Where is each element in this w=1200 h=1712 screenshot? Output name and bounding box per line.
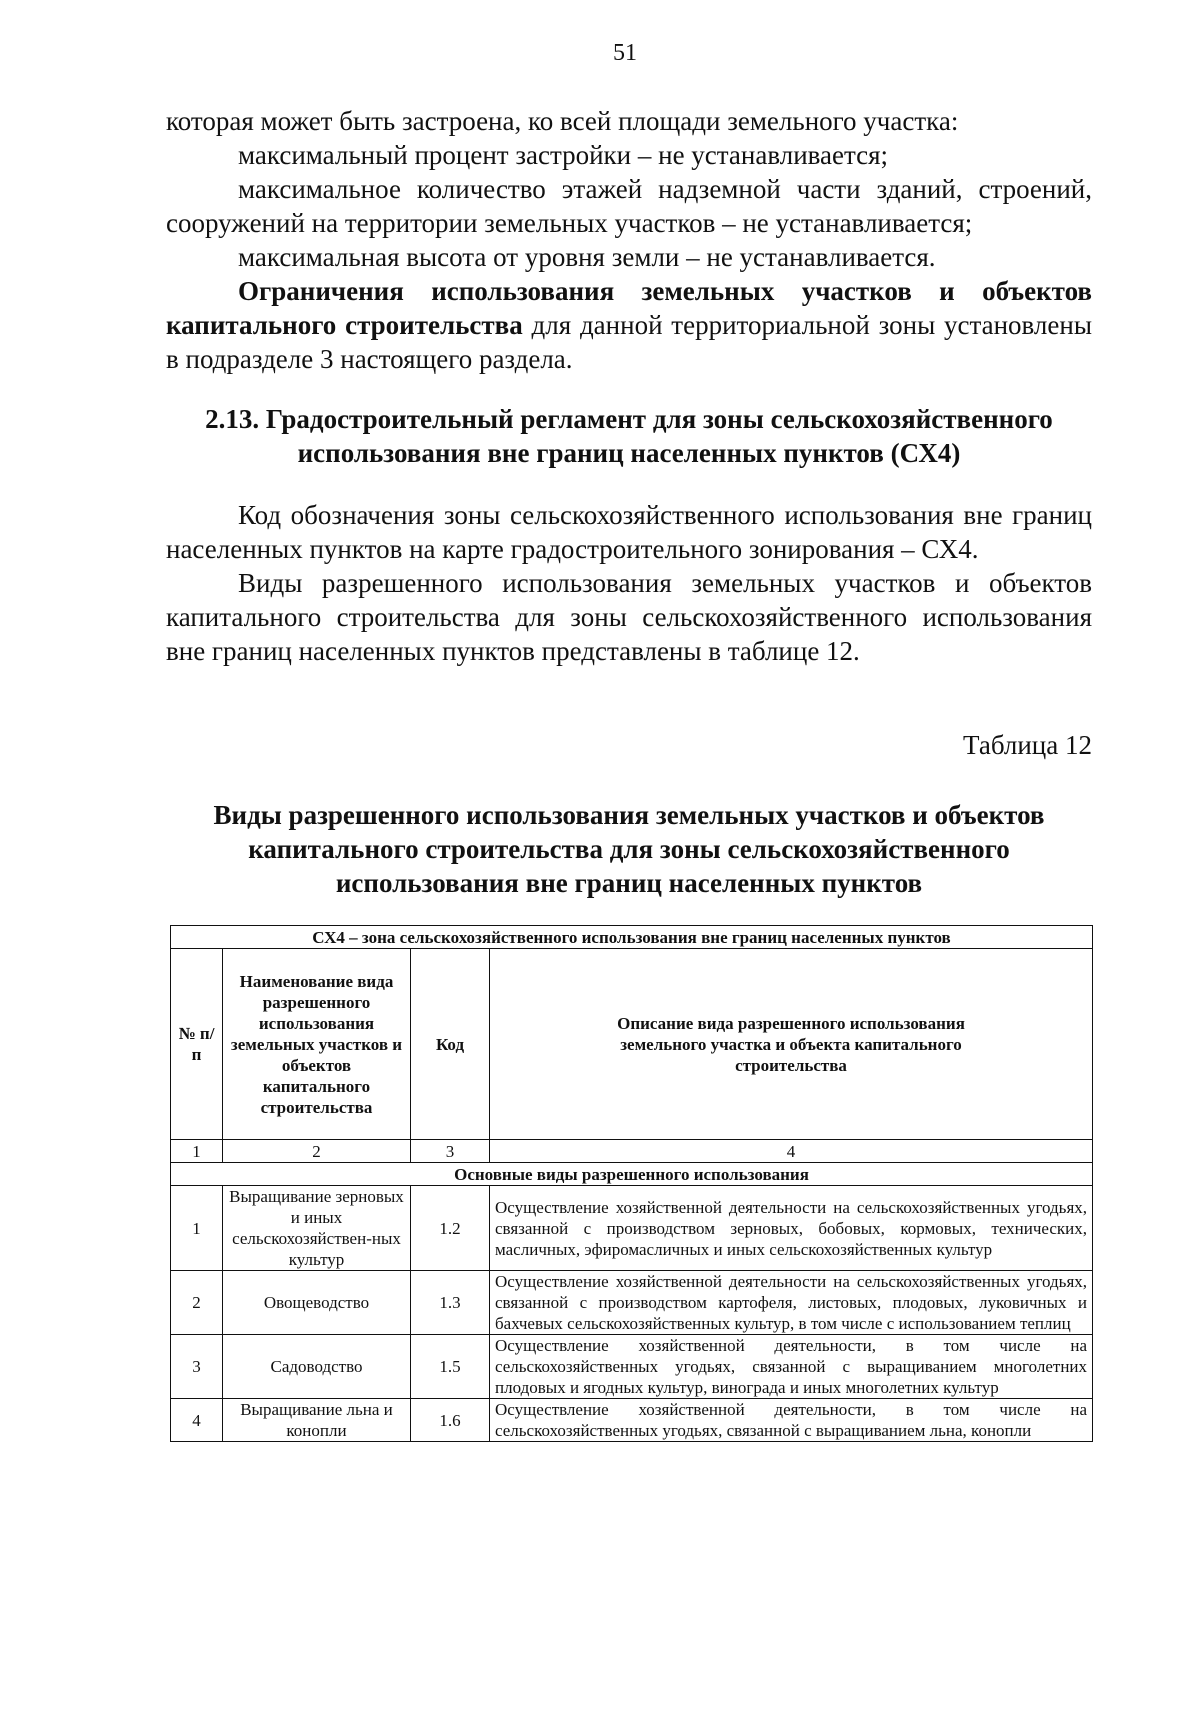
row-name: Овощеводство bbox=[223, 1271, 411, 1335]
table-caption: Таблица 12 bbox=[963, 730, 1092, 760]
table-title: Виды разрешенного использования земельных участков и объектов капитального строительства для зоны сельскохозяйственного использования вне границ населенных пунктов bbox=[213, 800, 1045, 898]
row-num: 1 bbox=[171, 1186, 223, 1271]
row-description: Осуществление хозяйственной деятельности на сельскохозяйственных угодьях, связанной с производством зерновых, бобовых, кормовых, технических, масличных, эфиромасличных и иных сельскохозяйственных культур bbox=[490, 1186, 1093, 1271]
row-num: 3 bbox=[171, 1335, 223, 1399]
row-description: Осуществление хозяйственной деятельности на сельскохозяйственных угодьях, связанной с производством картофеля, листовых, плодовых, луковичных и бахчевых сельскохозяйственных культур, в том числе с использованием теплиц bbox=[490, 1271, 1093, 1335]
group-label: Основные виды разрешенного использования bbox=[171, 1163, 1093, 1186]
intro-continuation: которая может быть застроена, ко всей площади земельного участка: bbox=[166, 106, 959, 136]
section-body bbox=[166, 498, 1092, 668]
column-number: 3 bbox=[411, 1140, 490, 1163]
row-code: 1.3 bbox=[411, 1271, 490, 1335]
zone-header: СХ4 – зона сельскохозяйственного использования вне границ населенных пунктов bbox=[171, 926, 1093, 949]
page-number: 51 bbox=[613, 40, 637, 66]
usage-types-paragraph: Виды разрешенного использования земельных участков и объектов капитального строительства для зоны сельскохозяйственного использования вне границ населенных пунктов представлены в таблице 12. bbox=[166, 568, 1092, 666]
row-code: 1.2 bbox=[411, 1186, 490, 1271]
restrictions-paragraph bbox=[166, 274, 1092, 376]
restrictions-bold: Ограничения использования земельных участков и объектов капитального строительства bbox=[166, 276, 1092, 340]
row-num: 2 bbox=[171, 1271, 223, 1335]
table-row bbox=[171, 1399, 1093, 1442]
row-description: Осуществление хозяйственной деятельности, в том числе на сельскохозяйственных угодьях, связанной с выращиванием многолетних плодовых и ягодных культур, винограда и иных многолетних культур bbox=[490, 1335, 1093, 1399]
header-code: Код bbox=[411, 949, 490, 1140]
header-num: № п/п bbox=[171, 949, 223, 1140]
row-code: 1.6 bbox=[411, 1399, 490, 1442]
table-row bbox=[171, 1271, 1093, 1335]
row-name: Выращивание зерновых и иных сельскохозяйствен-ных культур bbox=[223, 1186, 411, 1271]
intro-text bbox=[166, 104, 1092, 376]
max-floors-line: максимальное количество этажей надземной части зданий, строений, сооружений на территории земельных участков – не устанавливается; bbox=[166, 174, 1092, 238]
restrictions-rest: для данной территориальной зоны установлены в подразделе 3 настоящего раздела. bbox=[166, 310, 1092, 374]
row-num: 4 bbox=[171, 1399, 223, 1442]
table-row bbox=[171, 1335, 1093, 1399]
usage-table bbox=[170, 925, 1093, 1442]
row-description: Осуществление хозяйственной деятельности, в том числе на сельскохозяйственных угодьях, связанной с выращиванием льна, конопли bbox=[490, 1399, 1093, 1442]
header-description: Описание вида разрешенного использования земельного участка и объекта капитального строительства bbox=[490, 949, 1093, 1140]
zone-code-paragraph: Код обозначения зоны сельскохозяйственного использования вне границ населенных пунктов на карте градостроительного зонирования – СХ4. bbox=[166, 500, 1092, 564]
column-number: 1 bbox=[171, 1140, 223, 1163]
table-row bbox=[171, 1186, 1093, 1271]
column-number: 4 bbox=[490, 1140, 1093, 1163]
row-name: Садоводство bbox=[223, 1335, 411, 1399]
row-name: Выращивание льна и конопли bbox=[223, 1399, 411, 1442]
section-heading: 2.13. Градостроительный регламент для зоны сельскохозяйственного использования вне границ населенных пунктов (СХ4) bbox=[205, 404, 1053, 468]
max-percent-line: максимальный процент застройки – не устанавливается; bbox=[238, 140, 889, 170]
column-number: 2 bbox=[223, 1140, 411, 1163]
header-name: Наименование вида разрешенного использования земельных участков и объектов капитального строительства bbox=[223, 949, 411, 1140]
max-height-line: максимальная высота от уровня земли – не устанавливается. bbox=[238, 242, 936, 272]
row-code: 1.5 bbox=[411, 1335, 490, 1399]
